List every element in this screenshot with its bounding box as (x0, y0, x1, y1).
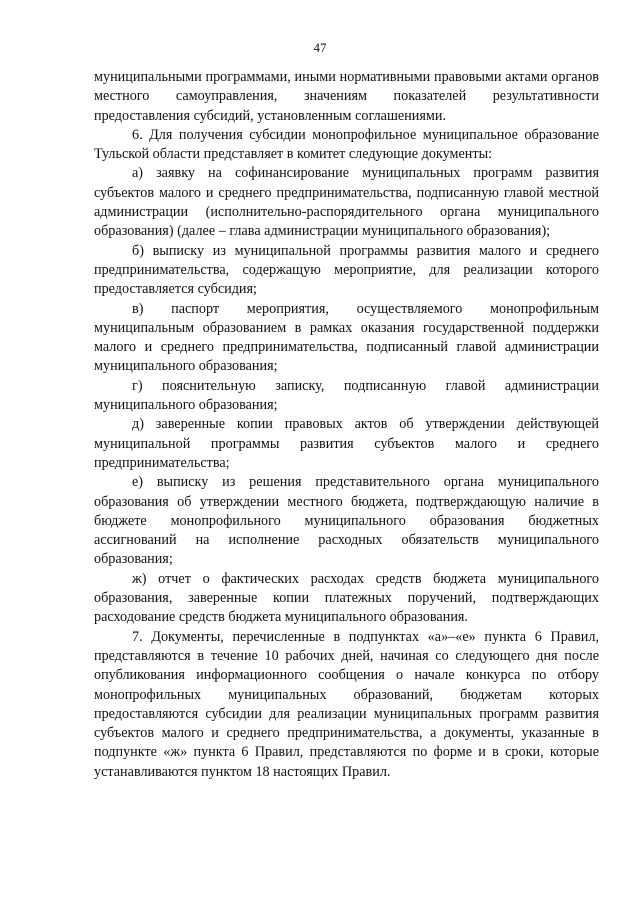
paragraph-subitem-b: б) выписку из муниципальной программы развития малого и среднего предпринимательства, содержащую мероприятие, для реализации которого предоставляется субсидия; (94, 242, 599, 298)
page-number: 47 (313, 40, 327, 55)
paragraph-item-6: 6. Для получения субсидии монопрофильное муниципальное образование Тульской области представляет в комитет следующие документы: (94, 126, 599, 163)
paragraph-subitem-v: в) паспорт мероприятия, осуществляемого монопрофильным муниципальным образованием в рамках оказания государственной поддержки малого и среднего предпринимательства, подписанный главой администрации муниципального образования; (94, 300, 599, 375)
paragraph-subitem-g: г) пояснительную записку, подписанную главой администрации муниципального образования; (94, 377, 599, 414)
paragraph-item-7: 7. Документы, перечисленные в подпунктах «а»–«е» пункта 6 Правил, представляются в течение 10 рабочих дней, начиная со следующего дня после опубликования информационного сообщения о начале конкурса по отбору монопрофильных муниципальных образований, бюджетам которых предоставляются субсидии для реализации муниципальных программ развития субъектов малого и среднего предпринимательства, а документы, указанные в подпункте «ж» пункта 6 Правил, представляются по форме и в сроки, которые устанавливаются пунктом 18 настоящих Правил. (94, 628, 599, 780)
paragraph-subitem-e: е) выписку из решения представительного органа муниципального образования об утверждении местного бюджета, подтверждающую наличие в бюджете монопрофильного муниципального образования бюджетных ассигнований на исполнение расходных обязательств муниципального образования; (94, 474, 599, 568)
document-body (94, 68, 599, 782)
paragraph-subitem-zh: ж) отчет о фактических расходах средств бюджета муниципального образования, заверенные копии платежных поручений, подтверждающих расходование средств бюджета муниципального образования. (94, 570, 599, 626)
paragraph-subitem-a: а) заявку на софинансирование муниципальных программ развития субъектов малого и среднего предпринимательства, подписанную главой местной администрации (исполнительно-распорядительного органа муниципального образования) (далее – глава администрации муниципального образования); (94, 165, 599, 240)
paragraph-continuation: муниципальными программами, иными нормативными правовыми актами органов местного самоуправления, значениям показателей результативности предоставления субсидий, установленным соглашениями. (94, 69, 599, 124)
paragraph-subitem-d: д) заверенные копии правовых актов об утверждении действующей муниципальной программы развития субъектов малого и среднего предпринимательства; (94, 416, 599, 471)
